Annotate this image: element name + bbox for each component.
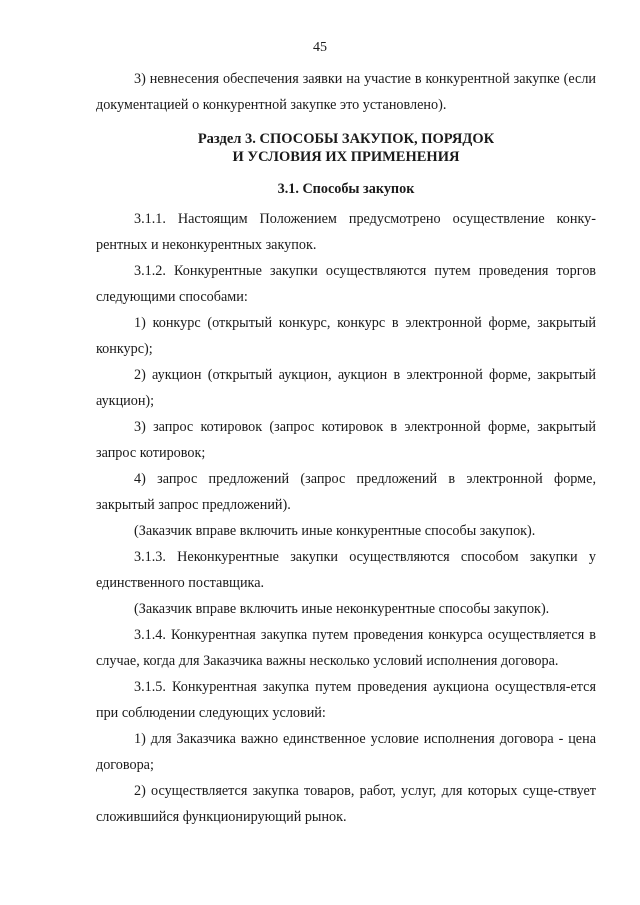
section-title-line2: И УСЛОВИЯ ИХ ПРИМЕНЕНИЯ <box>232 149 460 165</box>
list-item-auktsion: 2) аукцион (открытый аукцион, аукцион в электронной форме, закрытый аукцион); <box>96 367 596 409</box>
section-heading-block <box>96 130 596 166</box>
paragraph-3-1-2: 3.1.2. Конкурентные закупки осуществляются путем проведения торгов следующими способами: <box>96 263 596 305</box>
subsection-block <box>96 176 596 202</box>
paragraph-3-1-3: 3.1.3. Неконкурентные закупки осуществляются способом закупки у единственного поставщика. <box>96 549 596 591</box>
list-item-konkurs: 1) конкурс (открытый конкурс, конкурс в электронной форме, закрытый конкурс); <box>96 315 596 357</box>
list-item-condition-1: 1) для Заказчика важно единственное условие исполнения договора - цена договора; <box>96 731 596 773</box>
list-item-condition-2: 2) осуществляется закупка товаров, работ, услуг, для которых суще-ствует сложившийся функционирующий рынок. <box>96 783 596 825</box>
section-title-line1: Раздел 3. СПОСОБЫ ЗАКУПОК, ПОРЯДОК <box>197 131 495 147</box>
subsection-title: 3.1. Способы закупок <box>277 181 415 197</box>
intro-block <box>96 66 596 118</box>
note-nekonkurentnye: (Заказчик вправе включить иные неконкурентные способы закупок). <box>134 601 550 617</box>
list-item-zapros-kotirovok: 3) запрос котировок (запрос котировок в электронной форме, закрытый запрос котировок; <box>96 419 596 461</box>
list-item-zapros-predlozheniy: 4) запрос предложений (запрос предложений в электронной форме, закрытый запрос предложений). <box>96 471 596 513</box>
note-konkurentnye: (Заказчик вправе включить иные конкурентные способы закупок). <box>134 523 536 539</box>
page-number: 45 <box>313 40 327 55</box>
paragraph-3-1-4: 3.1.4. Конкурентная закупка путем проведения конкурса осуществляется в случае, когда для Заказчика важны несколько условий исполнения договора. <box>96 627 596 669</box>
paragraph-3-1-1: 3.1.1. Настоящим Положением предусмотрено осуществление конку-рентных и неконкурентных закупок. <box>96 211 596 253</box>
paragraph-3-1-5: 3.1.5. Конкурентная закупка путем проведения аукциона осуществля-ется при соблюдении следующих условий: <box>96 679 596 721</box>
paragraphs-block <box>96 206 596 830</box>
intro-item: 3) невнесения обеспечения заявки на участие в конкурентной закупке (если документацией о конкурентной закупке это установлено). <box>96 71 596 113</box>
